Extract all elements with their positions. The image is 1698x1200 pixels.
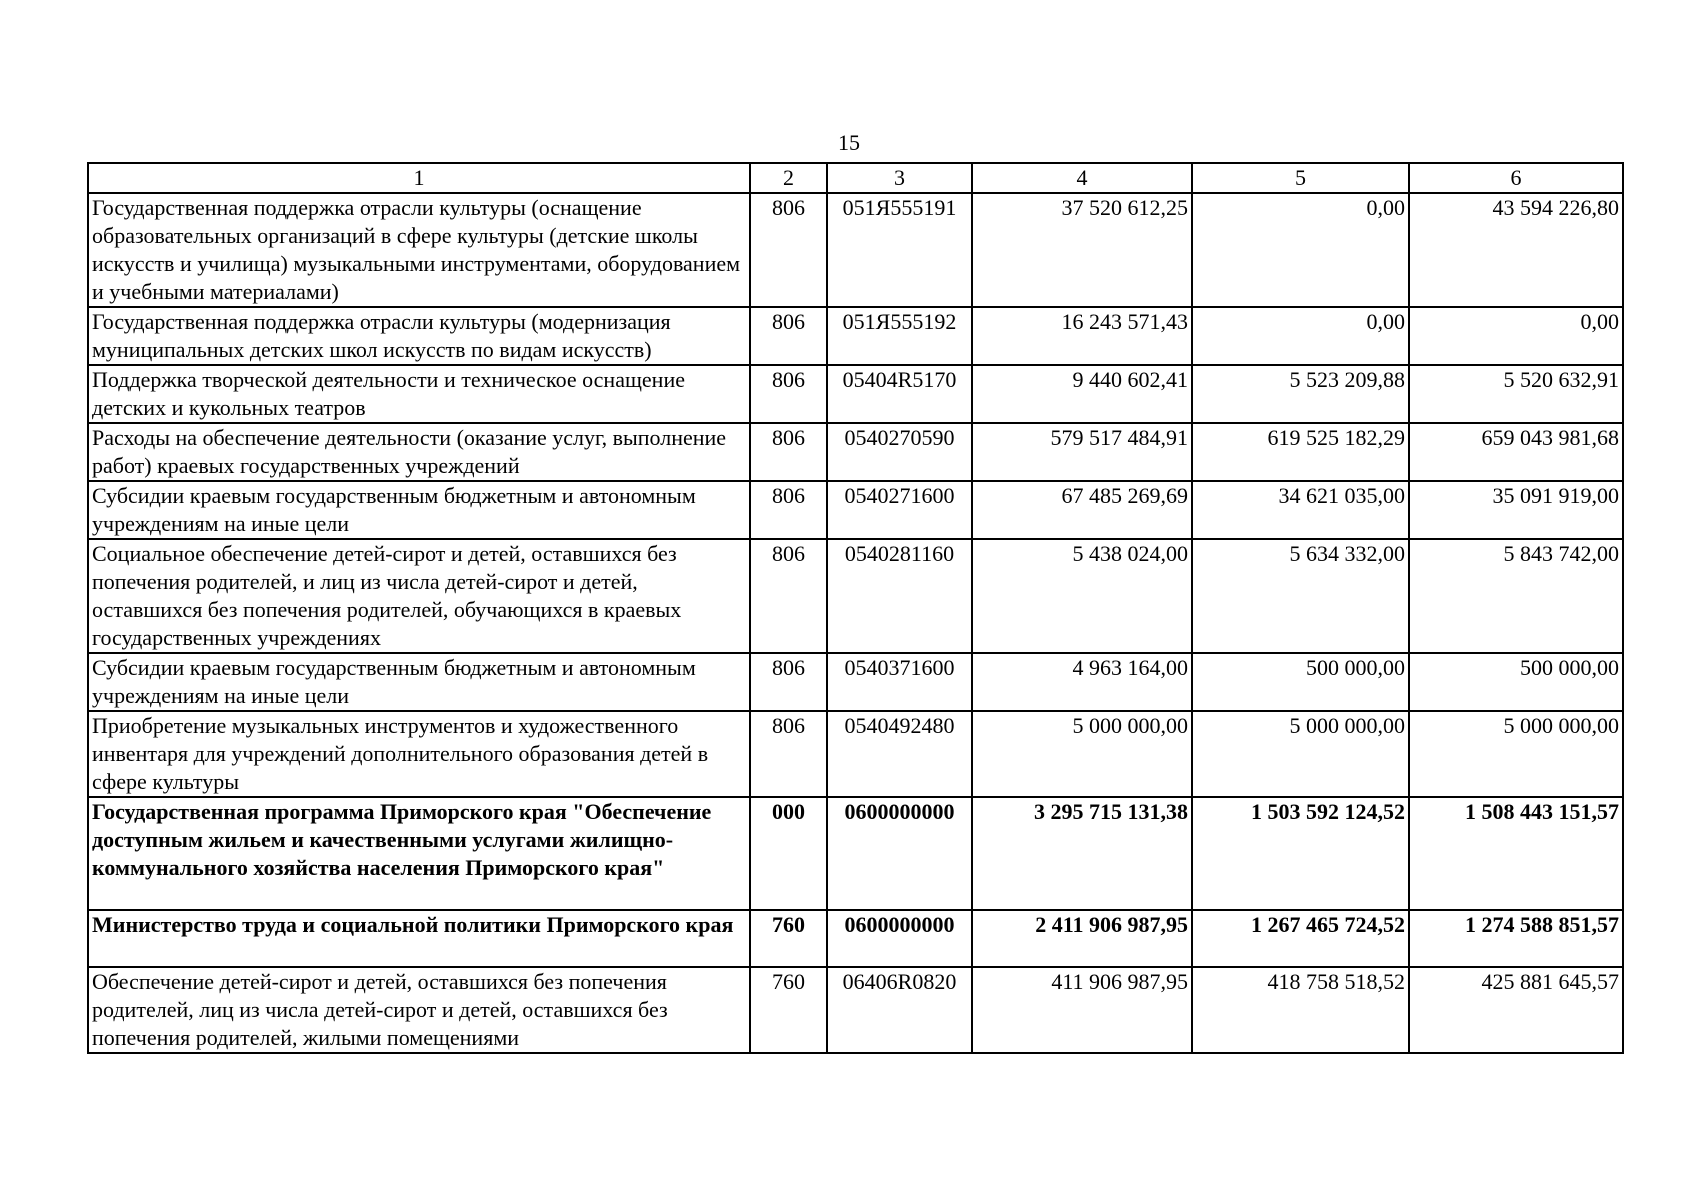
row-value-col4: 9 440 602,41	[972, 365, 1192, 423]
row-csr-code: 0600000000	[827, 910, 972, 967]
row-value-col5: 500 000,00	[1192, 653, 1409, 711]
row-description: Приобретение музыкальных инструментов и художественного инвентаря для учреждений дополнительного образования детей в сфере культуры	[88, 711, 750, 797]
row-grbs-code: 760	[750, 910, 827, 967]
row-value-col5: 5 000 000,00	[1192, 711, 1409, 797]
row-description: Государственная программа Приморского края "Обеспечение доступным жильем и качественными услугами жилищно-коммунального хозяйства населения Приморского края"	[88, 797, 750, 910]
row-grbs-code: 806	[750, 653, 827, 711]
row-description: Обеспечение детей-сирот и детей, оставшихся без попечения родителей, лиц из числа детей-сирот и детей, оставшихся без попечения родителей, жилыми помещениями	[88, 967, 750, 1053]
row-value-col4: 4 963 164,00	[972, 653, 1192, 711]
row-value-col4: 16 243 571,43	[972, 307, 1192, 365]
table-row	[88, 653, 1623, 711]
row-grbs-code: 806	[750, 481, 827, 539]
row-csr-code: 0600000000	[827, 797, 972, 910]
row-value-col5: 619 525 182,29	[1192, 423, 1409, 481]
row-description: Министерство труда и социальной политики Приморского края	[88, 910, 750, 967]
row-description: Субсидии краевым государственным бюджетным и автономным учреждениям на иные цели	[88, 653, 750, 711]
row-value-col6: 1 274 588 851,57	[1409, 910, 1623, 967]
budget-table	[87, 162, 1624, 1054]
row-grbs-code: 806	[750, 193, 827, 307]
row-value-col4: 5 000 000,00	[972, 711, 1192, 797]
table-row	[88, 193, 1623, 307]
row-value-col5: 1 267 465 724,52	[1192, 910, 1409, 967]
row-value-col5: 418 758 518,52	[1192, 967, 1409, 1053]
row-value-col6: 1 508 443 151,57	[1409, 797, 1623, 910]
row-value-col5: 0,00	[1192, 193, 1409, 307]
column-header: 6	[1409, 163, 1623, 193]
row-grbs-code: 000	[750, 797, 827, 910]
row-grbs-code: 806	[750, 365, 827, 423]
row-value-col4: 37 520 612,25	[972, 193, 1192, 307]
row-grbs-code: 806	[750, 423, 827, 481]
row-value-col6: 425 881 645,57	[1409, 967, 1623, 1053]
table-row	[88, 539, 1623, 653]
table-row	[88, 481, 1623, 539]
row-csr-code: 051Я555192	[827, 307, 972, 365]
row-value-col5: 0,00	[1192, 307, 1409, 365]
row-value-col4: 67 485 269,69	[972, 481, 1192, 539]
row-value-col6: 5 000 000,00	[1409, 711, 1623, 797]
header-row	[88, 163, 1623, 193]
row-csr-code: 0540281160	[827, 539, 972, 653]
row-value-col5: 1 503 592 124,52	[1192, 797, 1409, 910]
row-value-col6: 43 594 226,80	[1409, 193, 1623, 307]
row-value-col5: 34 621 035,00	[1192, 481, 1409, 539]
table-row-program-total	[88, 797, 1623, 910]
row-description: Социальное обеспечение детей-сирот и детей, оставшихся без попечения родителей, и лиц из числа детей-сирот и детей, оставшихся без попечения родителей, обучающихся в краевых государственных учреждениях	[88, 539, 750, 653]
page-number: 15	[838, 130, 860, 155]
row-description: Государственная поддержка отрасли культуры (оснащение образовательных организаций в сфере культуры (детские школы искусств и училища) музыкальными инструментами, оборудованием и учебными материалами)	[88, 193, 750, 307]
row-value-col6: 5 843 742,00	[1409, 539, 1623, 653]
column-header: 4	[972, 163, 1192, 193]
row-csr-code: 0540492480	[827, 711, 972, 797]
column-header: 1	[88, 163, 750, 193]
row-grbs-code: 760	[750, 967, 827, 1053]
row-value-col6: 5 520 632,91	[1409, 365, 1623, 423]
row-value-col4: 3 295 715 131,38	[972, 797, 1192, 910]
table-row	[88, 307, 1623, 365]
row-csr-code: 051Я555191	[827, 193, 972, 307]
row-description: Субсидии краевым государственным бюджетным и автономным учреждениям на иные цели	[88, 481, 750, 539]
row-value-col5: 5 634 332,00	[1192, 539, 1409, 653]
table-row	[88, 711, 1623, 797]
row-csr-code: 0540371600	[827, 653, 972, 711]
row-value-col4: 579 517 484,91	[972, 423, 1192, 481]
row-value-col5: 5 523 209,88	[1192, 365, 1409, 423]
table-row	[88, 423, 1623, 481]
row-description: Государственная поддержка отрасли культуры (модернизация муниципальных детских школ искусств по видам искусств)	[88, 307, 750, 365]
row-grbs-code: 806	[750, 307, 827, 365]
table-row	[88, 967, 1623, 1053]
table-row-ministry-total	[88, 910, 1623, 967]
column-header: 2	[750, 163, 827, 193]
row-description: Расходы на обеспечение деятельности (оказание услуг, выполнение работ) краевых государственных учреждений	[88, 423, 750, 481]
column-header: 5	[1192, 163, 1409, 193]
row-value-col4: 411 906 987,95	[972, 967, 1192, 1053]
row-csr-code: 05404R5170	[827, 365, 972, 423]
row-csr-code: 0540270590	[827, 423, 972, 481]
column-header: 3	[827, 163, 972, 193]
row-value-col6: 659 043 981,68	[1409, 423, 1623, 481]
row-value-col4: 2 411 906 987,95	[972, 910, 1192, 967]
row-csr-code: 0540271600	[827, 481, 972, 539]
table-body	[88, 193, 1623, 1053]
row-description: Поддержка творческой деятельности и техническое оснащение детских и кукольных театров	[88, 365, 750, 423]
table-row	[88, 365, 1623, 423]
row-value-col4: 5 438 024,00	[972, 539, 1192, 653]
row-grbs-code: 806	[750, 539, 827, 653]
row-grbs-code: 806	[750, 711, 827, 797]
row-csr-code: 06406R0820	[827, 967, 972, 1053]
row-value-col6: 35 091 919,00	[1409, 481, 1623, 539]
row-value-col6: 500 000,00	[1409, 653, 1623, 711]
row-value-col6: 0,00	[1409, 307, 1623, 365]
